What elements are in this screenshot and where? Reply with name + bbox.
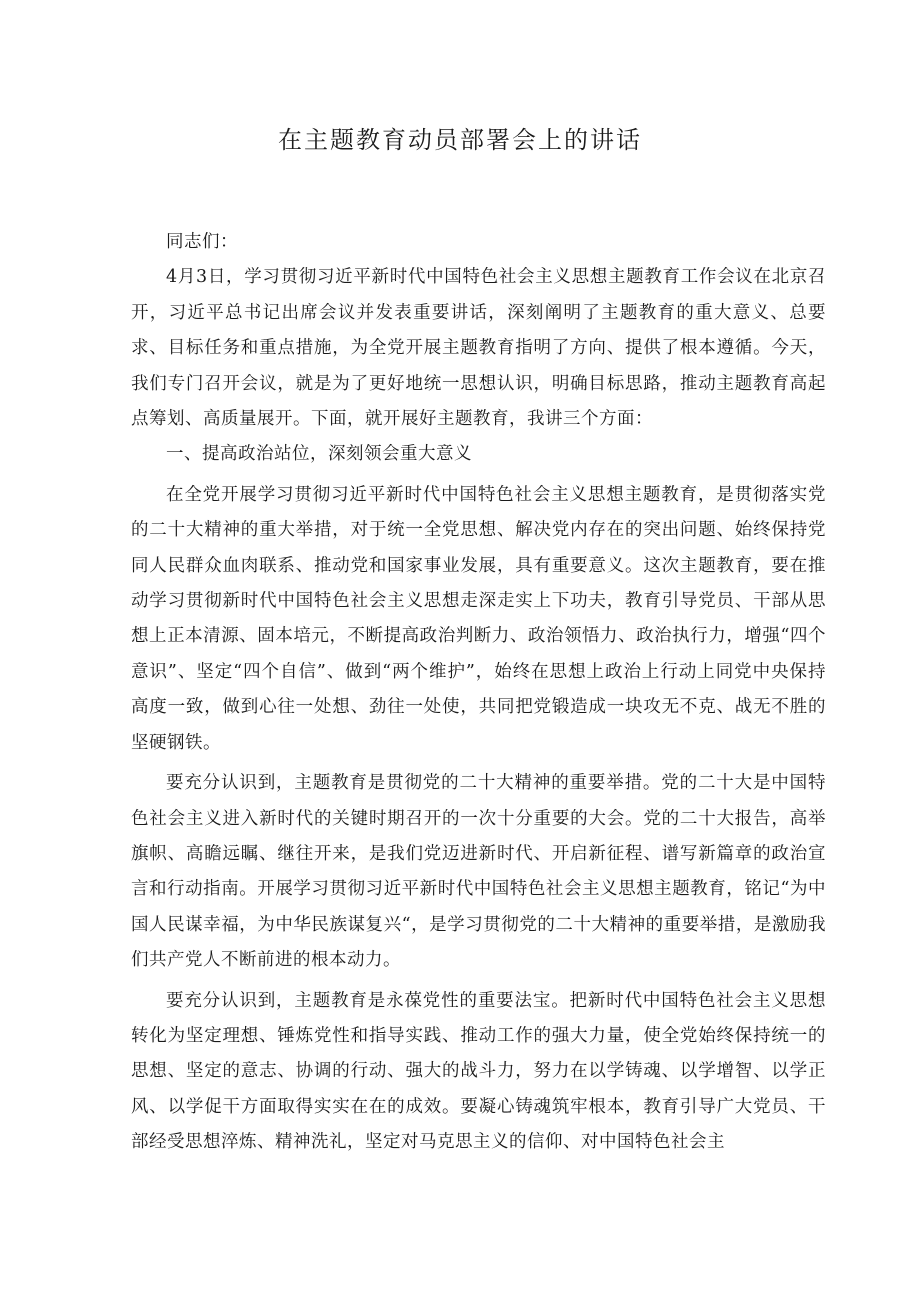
- paragraph-significance: 在全党开展学习贯彻习近平新时代中国特色社会主义思想主题教育，是贯彻落实党的二十大精神的重大举措，对于统一全党思想、解决党内存在的突出问题、始终保持党同人民群众血肉联系、推动党和国家事业发展，具有重要意义。这次主题教育，要在推动学习贯彻新时代中国特色社会主义思想走深走实上下功夫，教育引导党员、干部从思想上正本清源、固本培元，不断提高政治判断力、政治领悟力、政治执行力，增强“四个意识”、坚定“四个自信”、做到“两个维护”，始终在思想上政治上行动上同党中央保持高度一致，做到心往一处想、劲往一处使，共同把党锻造成一块攻无不克、战无不胜的坚硬钢铁。: [131, 484, 826, 753]
- paragraph-party-spirit: 要充分认识到，主题教育是永葆党性的重要法宝。把新时代中国特色社会主义思想转化为坚定理想、锤炼党性和指导实践、推动工作的强大力量，使全党始终保持统一的思想、坚定的意志、协调的行动、强大的战斗力，努力在以学铸魂、以学增智、以学正风、以学促干方面取得实实在在的成效。要凝心铸魂筑牢根本，教育引导广大党员、干部经受思想淬炼、精神洗礼，坚定对马克思主义的信仰、对中国特色社会主: [131, 990, 826, 1153]
- document-body: [131, 225, 826, 1161]
- salutation: 同志们：: [166, 232, 238, 252]
- section-heading-1: 一、提高政治站位，深刻领会重大意义: [166, 444, 472, 465]
- paragraph-intro: 4月3日，学习贯彻习近平新时代中国特色社会主义思想主题教育工作会议在北京召开，习近平总书记出席会议并发表重要讲话，深刻阐明了主题教育的重大意义、总要求、目标任务和重点措施，为全党开展主题教育指明了方向、提供了根本遵循。今天，我们专门召开会议，就是为了更好地统一思想认识，明确目标思路，推动主题教育高起点筹划、高质量展开。下面，就开展好主题教育，我讲三个方面：: [131, 267, 826, 430]
- paragraph-twentieth-congress: 要充分认识到，主题教育是贯彻党的二十大精神的重要举措。党的二十大是中国特色社会主义进入新时代的关键时期召开的一次十分重要的大会。党的二十大报告，高举旗帜、高瞻远瞩、继往开来，是我们党迈进新时代、开启新征程、谱写新篇章的政治宣言和行动指南。开展学习贯彻习近平新时代中国特色社会主义思想主题教育，铭记“为中国人民谋幸福，为中华民族谋复兴“，是学习贯彻党的二十大精神的重要举措，是激励我们共产党人不断前进的根本动力。: [131, 773, 826, 971]
- document-title: 在主题教育动员部署会上的讲话: [278, 126, 642, 154]
